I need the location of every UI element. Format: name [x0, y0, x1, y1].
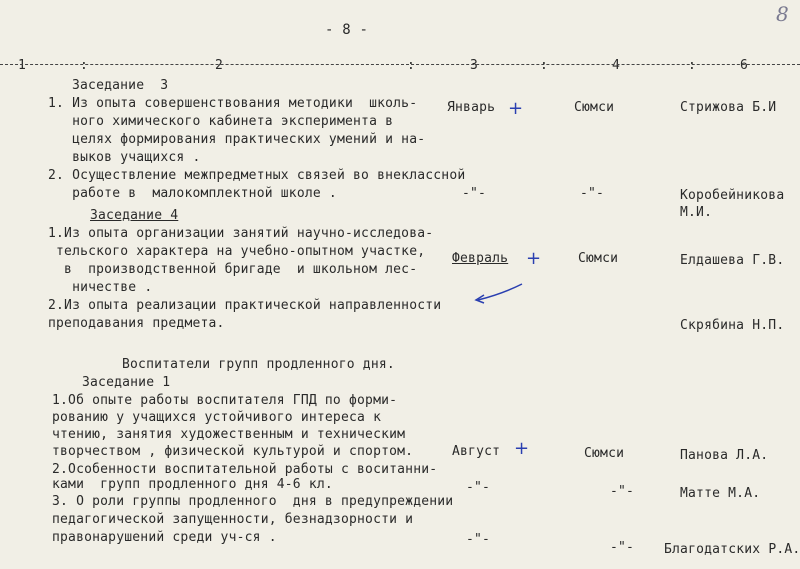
person-cell: Стрижова Б.И: [680, 100, 777, 115]
item-text-line: 2. Осуществление межпредметных связей во внеклассной: [48, 168, 466, 183]
person-cell: Панова Л.А.: [680, 448, 769, 463]
item-text-line: целях формирования практических умений и на-: [48, 132, 426, 147]
section-heading: Заседание 4: [90, 208, 179, 223]
month-cell: -"-: [466, 480, 491, 495]
column-sep: :: [407, 58, 416, 73]
column-4-header: 4: [612, 58, 621, 73]
month-cell: -"-: [462, 186, 487, 201]
column-6-header: 6: [740, 58, 749, 73]
item-text-line: 2.Особенности воспитательной работы с воситанни-: [52, 462, 438, 477]
item-text-line: рованию у учащихся устойчивого интереса к: [52, 410, 382, 425]
item-text-line: преподавания предмета.: [48, 316, 225, 331]
column-3-header: 3: [470, 58, 479, 73]
item-text-line: выков учащихся .: [48, 150, 201, 165]
item-text-line: 3. О роли группы продленного дня в предупреждении: [52, 494, 454, 509]
check-mark: +: [514, 438, 530, 459]
item-text-line: 1.Из опыта организации занятий научно-исследова-: [48, 226, 434, 241]
handwritten-page-number: 8: [776, 2, 789, 26]
org-cell: Сюмси: [578, 251, 619, 266]
person-cell: Благодатских Р.А.: [664, 542, 800, 557]
page-number: - 8 -: [325, 22, 369, 38]
month-cell: Январь: [447, 100, 496, 115]
section-heading: Заседание 1: [82, 375, 171, 390]
item-text-line: в производственной бригаде и школьном лес-: [48, 262, 418, 277]
pen-arrow-icon: [470, 280, 526, 306]
item-text-line: 2.Из опыта реализации практической направленности: [48, 298, 442, 313]
column-sep: :: [80, 58, 89, 73]
item-text-line: работе в малокомплектной школе .: [48, 186, 337, 201]
item-text-line: 1.Об опыте работы воспитателя ГПД по форми-: [52, 393, 398, 408]
item-text-line: тельского характера на учебно-опытном участке,: [48, 244, 426, 259]
section-heading: Заседание 3: [72, 78, 169, 93]
check-mark: +: [526, 248, 542, 269]
check-mark: +: [508, 98, 524, 119]
column-sep: :: [540, 58, 549, 73]
item-text-line: ками групп продленного дня 4-6 кл.: [52, 477, 333, 492]
item-text-line: педагогической запущенности, безнадзорности и: [52, 512, 414, 527]
org-cell: -"-: [610, 484, 635, 499]
item-text-line: правонарушений среди уч-ся .: [52, 530, 277, 545]
item-text-line: чтению, занятия художественным и техническим: [52, 427, 406, 442]
org-cell: -"-: [610, 540, 635, 555]
item-text-line: творчеством , физической культурой и спортом.: [52, 444, 414, 459]
item-text-line: ничестве .: [48, 280, 153, 295]
item-text-line: 1. Из опыта совершенствования методики школь-: [48, 96, 418, 111]
month-cell: Февраль: [452, 251, 509, 266]
org-cell: Сюмси: [574, 100, 615, 115]
month-cell: Август: [452, 444, 501, 459]
org-cell: -"-: [580, 186, 605, 201]
person-cell-cont: М.И.: [680, 205, 713, 220]
person-cell: Елдашева Г.В.: [680, 253, 785, 268]
person-cell: Скрябина Н.П.: [680, 318, 785, 333]
org-cell: Сюмси: [584, 446, 625, 461]
person-cell: Матте М.А.: [680, 486, 761, 501]
column-2-header: 2: [215, 58, 224, 73]
group-title: Воспитатели групп продленного дня.: [122, 357, 395, 372]
month-cell: -"-: [466, 532, 491, 547]
column-sep: :: [688, 58, 697, 73]
item-text-line: ного химического кабинета эксперимента в: [48, 114, 394, 129]
person-cell: Коробейникова: [680, 188, 785, 203]
column-1-header: 1: [18, 58, 27, 73]
header-rule: [0, 64, 800, 66]
